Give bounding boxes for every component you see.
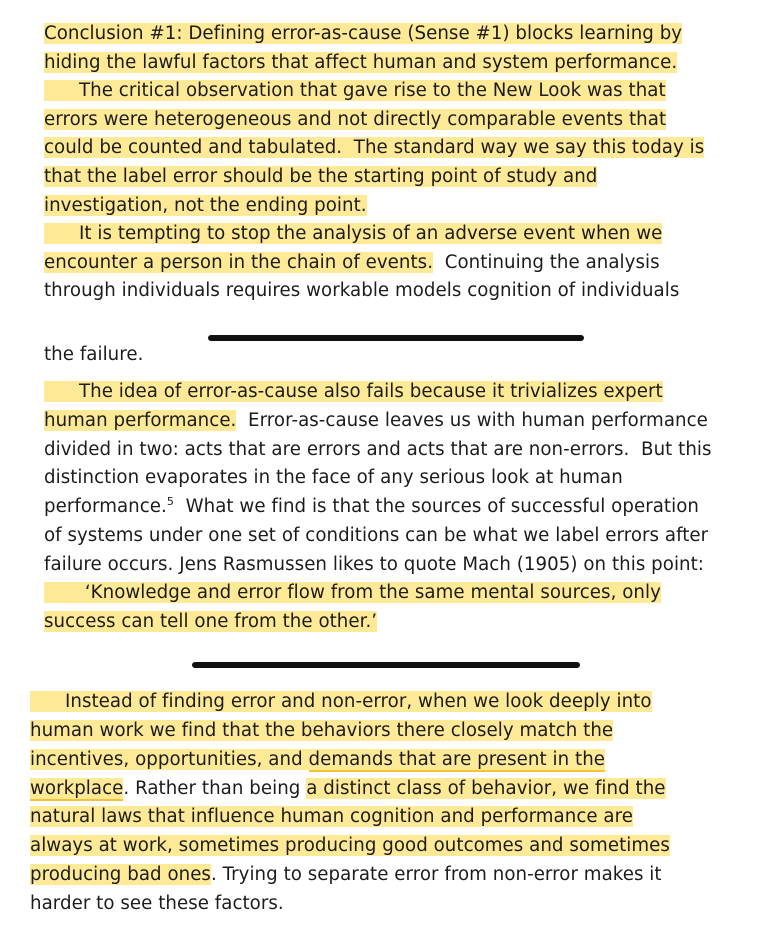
text-line	[30, 748, 605, 772]
highlighted-text: ‘Knowledge and error flow from the same mental sources, only	[44, 582, 661, 604]
highlighted-text: workplace	[30, 777, 124, 799]
passage-section-3	[30, 690, 760, 930]
text-segment: . Rather than being	[123, 777, 307, 799]
highlighted-text: human performance.	[44, 409, 237, 431]
highlighted-text: It is tempting to stop the analysis of an adverse event when we	[44, 223, 663, 245]
text-line	[30, 805, 633, 829]
text-line	[44, 51, 677, 75]
text-line	[30, 777, 666, 801]
text-line	[30, 892, 284, 916]
highlighted-text: incentives, opportunities, and	[30, 748, 309, 770]
highlighted-text: always at work, sometimes producing good outcomes and sometimes	[30, 835, 670, 857]
text-segment: distinction evaporates in the face of any serious look at human	[44, 467, 623, 489]
text-line	[44, 79, 666, 103]
highlighted-text: errors were heterogeneous and not directly comparable events that	[44, 108, 667, 130]
highlighted-text: human work we find that the behaviors there closely match the	[30, 719, 614, 741]
footnote-marker: 5	[166, 494, 174, 508]
section-divider	[208, 335, 584, 341]
passage-section-1	[44, 20, 764, 312]
text-line	[44, 610, 377, 634]
text-line	[44, 222, 662, 246]
text-segment: . Trying to separate error from non-error makes it	[210, 864, 662, 886]
cut-line-text: the failure.	[44, 344, 144, 365]
highlighted-text: producing bad ones	[30, 864, 211, 886]
cut-line-fragment	[44, 344, 344, 367]
highlighted-text: The idea of error-as-cause also fails because it trivializes expert	[44, 381, 663, 402]
highlighted-text: that the label error should be the starting point of study and	[44, 166, 598, 187]
text-segment: divided in two: acts that are errors and acts that are non-errors. But this	[44, 438, 712, 460]
highlighted-text: investigation, not the ending point.	[44, 194, 367, 216]
text-line	[44, 251, 660, 275]
text-line	[44, 380, 663, 404]
section-divider	[192, 662, 580, 668]
text-segment: of systems under one set of conditions can be what we label errors after	[44, 524, 709, 546]
text-line	[30, 834, 670, 858]
text-line	[44, 165, 597, 189]
text-segment: through individuals requires workable models cognition of individuals	[44, 280, 680, 302]
highlighted-text: natural laws that influence human cognition and performance are	[30, 806, 633, 828]
text-line	[44, 466, 623, 490]
text-line	[44, 194, 367, 218]
passage-section-2	[44, 380, 764, 650]
highlighted-text: Conclusion #1: Defining error-as-cause (Sense #1) blocks learning by	[44, 23, 683, 44]
highlighted-text: Instead of finding error and non-error, when we look deeply into	[30, 691, 652, 712]
highlighted-text: encounter a person in the chain of events.	[44, 251, 434, 273]
text-segment: failure occurs. Jens Rasmussen likes to quote Mach (1905) on this point:	[44, 553, 704, 575]
text-line	[44, 495, 699, 519]
text-segment: What we find is that the sources of successful operation	[173, 496, 699, 517]
text-segment: Error-as-cause leaves us with human performance	[236, 409, 708, 431]
text-line	[30, 690, 652, 714]
text-line	[44, 438, 712, 462]
text-segment: performance.	[44, 496, 167, 517]
highlighted-text: The critical observation that gave rise to the New Look was that	[44, 80, 666, 102]
highlighted-text: could be counted and tabulated. The standard way we say this today is	[44, 137, 705, 159]
text-line	[44, 524, 708, 548]
highlighted-text: a distinct class of behavior, we find the	[306, 777, 666, 799]
highlighted-text: demands that are present in the	[308, 748, 606, 770]
text-line	[44, 409, 708, 433]
text-line	[44, 136, 704, 160]
text-line	[30, 719, 613, 743]
highlighted-text: hiding the lawful factors that affect human and system performance.	[44, 51, 678, 73]
text-line	[44, 108, 666, 132]
text-segment: harder to see these factors.	[30, 892, 284, 914]
text-segment: Continuing the analysis	[433, 251, 660, 273]
text-line	[44, 22, 682, 46]
text-line	[44, 581, 661, 605]
highlighted-text: success can tell one from the other.’	[44, 611, 378, 632]
text-line	[30, 863, 662, 887]
text-line	[44, 553, 704, 577]
text-line	[44, 279, 679, 303]
